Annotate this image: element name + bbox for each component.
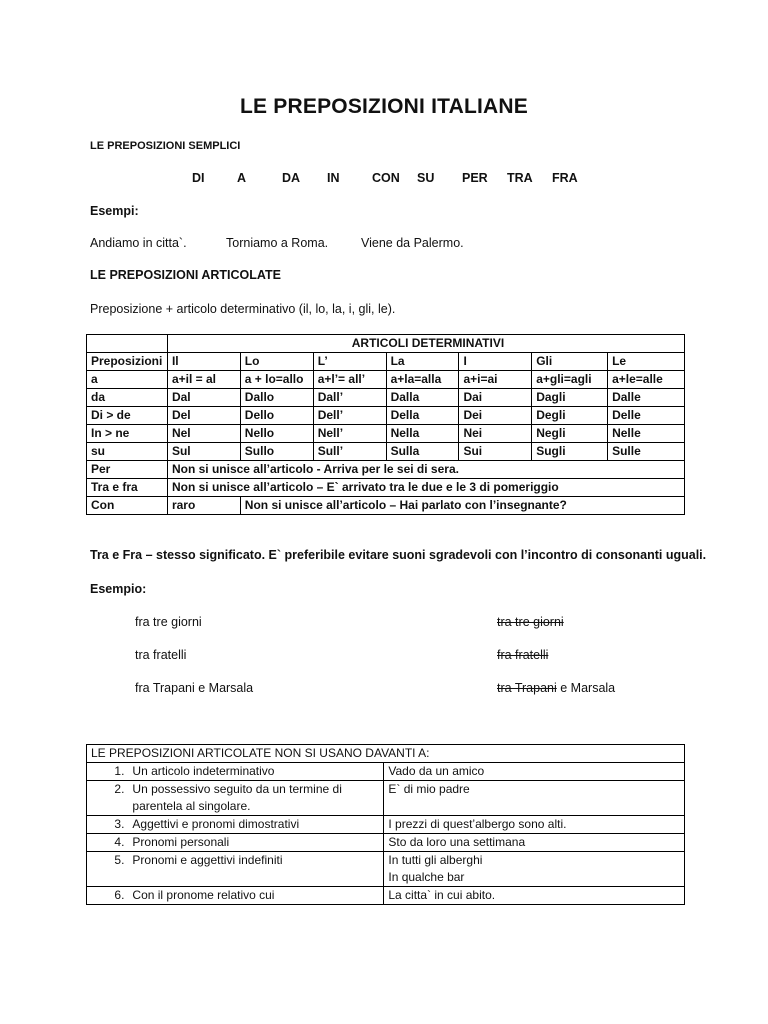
- table-cell: Non si unisce all’articolo – E` arrivato tra le due e le 3 di pomeriggio: [167, 479, 684, 497]
- incorrect-example: tra Trapani e Marsala: [497, 681, 616, 695]
- table-cell: Nello: [240, 425, 313, 443]
- table-cell: Dalle: [608, 389, 685, 407]
- rule-number: 2.: [87, 781, 129, 816]
- example-sentence: Torniamo a Roma.: [226, 236, 329, 250]
- table-cell: a+gli=agli: [532, 371, 608, 389]
- table-cell: a: [87, 371, 168, 389]
- table-cell: Dai: [459, 389, 532, 407]
- table-cell: Non si unisce all’articolo - Arriva per le sei di sera.: [167, 461, 684, 479]
- table-row: [87, 479, 685, 497]
- table-row: [87, 461, 685, 479]
- rule-example: I prezzi di quest’albergo sono alti.: [384, 816, 685, 834]
- table-row: [87, 371, 685, 389]
- table-row: [87, 834, 685, 852]
- table-cell: Per: [87, 461, 168, 479]
- rule-example: In tutti gli alberghi: [388, 853, 483, 867]
- preposition-su: SU: [417, 171, 435, 185]
- table-cell: a+il = al: [167, 371, 240, 389]
- table-cell: Dalla: [386, 389, 459, 407]
- rule-text: Pronomi e aggettivi indefiniti: [128, 852, 383, 887]
- preposition-con: CON: [372, 171, 400, 185]
- table-cell: Sull’: [313, 443, 386, 461]
- preposition-a: A: [237, 171, 247, 185]
- esempio-label: Esempio:: [90, 582, 147, 596]
- column-header: Preposizioni: [87, 353, 168, 371]
- correct-example: fra Trapani e Marsala: [135, 681, 254, 695]
- section-heading-semplici: LE PREPOSIZIONI SEMPLICI: [90, 140, 241, 152]
- table-cell: Sulla: [386, 443, 459, 461]
- table-row: [87, 816, 685, 834]
- section-heading-articolate: LE PREPOSIZIONI ARTICOLATE: [90, 268, 281, 282]
- table-cell: a+la=alla: [386, 371, 459, 389]
- table-header: ARTICOLI DETERMINATIVI: [167, 335, 684, 353]
- correct-example: fra tre giorni: [135, 615, 202, 629]
- table-cell: Nei: [459, 425, 532, 443]
- table-cell: Nell’: [313, 425, 386, 443]
- table-cell: Nel: [167, 425, 240, 443]
- column-header: Lo: [240, 353, 313, 371]
- table-cell: a + lo=allo: [240, 371, 313, 389]
- table-cell: Dei: [459, 407, 532, 425]
- table-cell: Sul: [167, 443, 240, 461]
- table-cell: Dal: [167, 389, 240, 407]
- table-row: [87, 443, 685, 461]
- table-row: [87, 763, 685, 781]
- table-cell: Tra e fra: [87, 479, 168, 497]
- table-cell: Dagli: [532, 389, 608, 407]
- table-cell: raro: [167, 497, 240, 515]
- table-cell: Di > de: [87, 407, 168, 425]
- table-cell: a+i=ai: [459, 371, 532, 389]
- table-cell: Degli: [532, 407, 608, 425]
- column-header: Gli: [532, 353, 608, 371]
- rule-number: 6.: [87, 887, 129, 905]
- table-row: [87, 389, 685, 407]
- table-cell: Dall’: [313, 389, 386, 407]
- table-cell: Sugli: [532, 443, 608, 461]
- rule-text: Con il pronome relativo cui: [128, 887, 383, 905]
- column-header: L’: [313, 353, 386, 371]
- rule-number: 3.: [87, 816, 129, 834]
- table-row: [87, 887, 685, 905]
- table-row: [87, 781, 685, 816]
- column-header: La: [386, 353, 459, 371]
- rule-number: 5.: [87, 852, 129, 887]
- rule-example: Sto da loro una settimana: [384, 834, 685, 852]
- table-cell: a+l’= all’: [313, 371, 386, 389]
- preposition-tra: TRA: [507, 171, 533, 185]
- table-cell: Con: [87, 497, 168, 515]
- rule-text: Un possessivo seguito da un termine di parentela al singolare.: [128, 781, 383, 816]
- table-cell: Sullo: [240, 443, 313, 461]
- column-header: I: [459, 353, 532, 371]
- rule-example: In qualche bar: [388, 870, 465, 884]
- rule-example: E` di mio padre: [384, 781, 685, 816]
- table-cell: Della: [386, 407, 459, 425]
- correct-example: tra fratelli: [135, 648, 187, 662]
- rule-number: 4.: [87, 834, 129, 852]
- rule-number: 1.: [87, 763, 129, 781]
- table-cell: In > ne: [87, 425, 168, 443]
- column-header: Le: [608, 353, 685, 371]
- preposition-da: DA: [282, 171, 301, 185]
- page-title: LE PREPOSIZIONI ITALIANE: [240, 95, 528, 118]
- articolate-table: [86, 334, 685, 515]
- table-cell: Nella: [386, 425, 459, 443]
- table-row: [87, 425, 685, 443]
- table-cell: Delle: [608, 407, 685, 425]
- table-cell: Sui: [459, 443, 532, 461]
- table-row: [87, 852, 685, 887]
- rule-text: Aggettivi e pronomi dimostrativi: [128, 816, 383, 834]
- table-cell: da: [87, 389, 168, 407]
- table-columns-row: [87, 353, 685, 371]
- table-header-row: [87, 335, 685, 353]
- incorrect-example: fra fratelli: [497, 648, 549, 662]
- table-cell: Dello: [240, 407, 313, 425]
- rule-example: Vado da un amico: [384, 763, 685, 781]
- table-cell: a+le=alle: [608, 371, 685, 389]
- esempi-label: Esempi:: [90, 204, 139, 218]
- column-header: Il: [167, 353, 240, 371]
- table-cell: Negli: [532, 425, 608, 443]
- rule-example: La citta` in cui abito.: [384, 887, 685, 905]
- example-sentence: Andiamo in citta`.: [90, 236, 187, 250]
- preposition-di: DI: [192, 171, 205, 185]
- table-row: [87, 407, 685, 425]
- tra-fra-note: Tra e Fra – stesso significato. E` preferibile evitare suoni sgradevoli con l’incontro di consonanti uguali.: [90, 548, 707, 562]
- table-header-row: [87, 745, 685, 763]
- table-cell: su: [87, 443, 168, 461]
- table-cell: Sulle: [608, 443, 685, 461]
- preposition-in: IN: [327, 171, 340, 185]
- preposizione-definition: Preposizione + articolo determinativo (il, lo, la, i, gli, le).: [90, 302, 396, 316]
- incorrect-example: tra tre giorni: [497, 615, 564, 629]
- table-cell: Del: [167, 407, 240, 425]
- table-header: LE PREPOSIZIONI ARTICOLATE NON SI USANO DAVANTI A:: [87, 745, 685, 763]
- table-cell: Nelle: [608, 425, 685, 443]
- example-sentence: Viene da Palermo.: [361, 236, 464, 250]
- rule-example-cell: [384, 852, 685, 887]
- rules-table: [86, 744, 685, 905]
- rule-text: Pronomi personali: [128, 834, 383, 852]
- preposition-fra: FRA: [552, 171, 578, 185]
- table-cell: Dallo: [240, 389, 313, 407]
- rule-text: Un articolo indeterminativo: [128, 763, 383, 781]
- table-cell: Dell’: [313, 407, 386, 425]
- preposition-per: PER: [462, 171, 488, 185]
- table-cell: Non si unisce all’articolo – Hai parlato con l’insegnante?: [240, 497, 684, 515]
- table-row: [87, 497, 685, 515]
